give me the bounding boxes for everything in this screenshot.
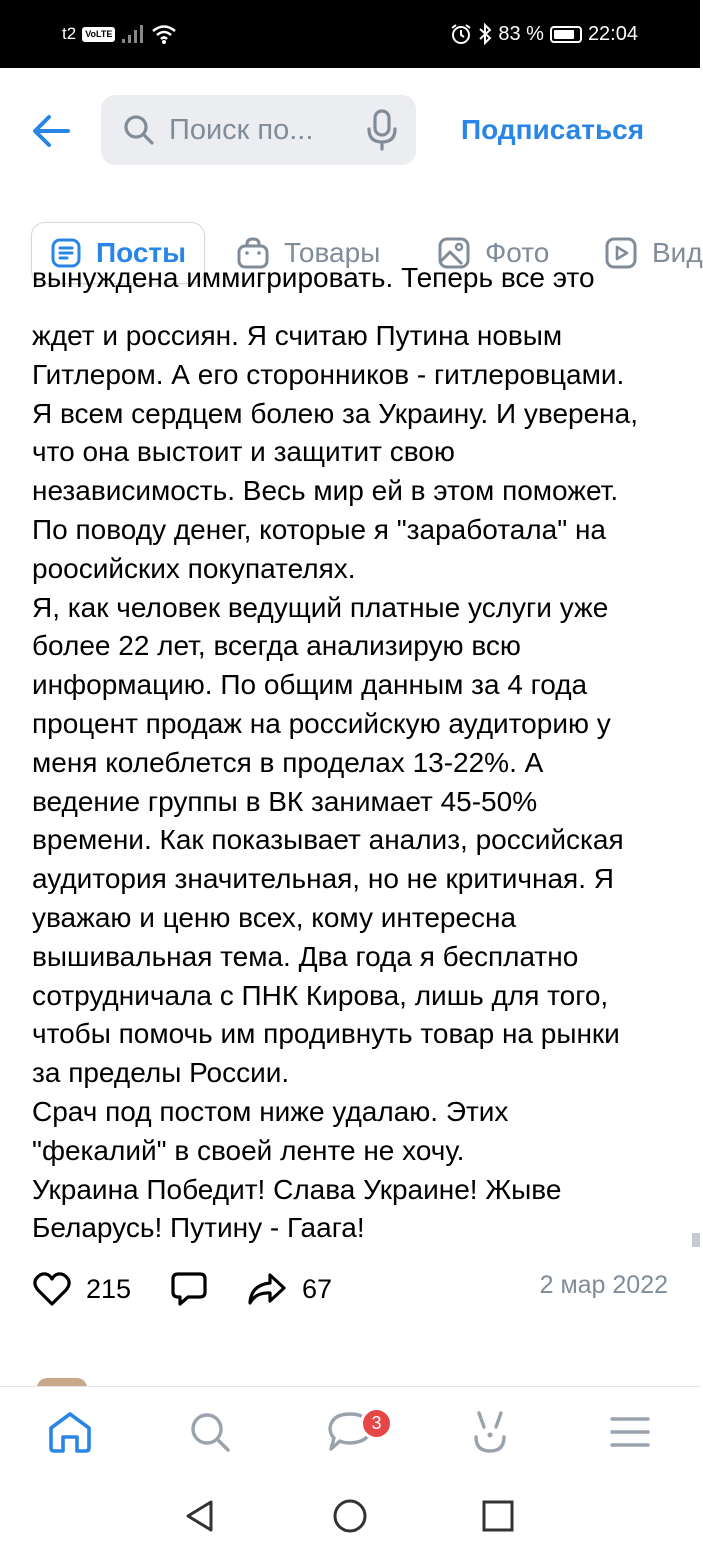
- system-home-button[interactable]: [330, 1496, 370, 1536]
- post-text: ждет и россиян. Я считаю Путина новым Гитлером. А его сторонников - гитлеровцами. Я всем сердцем болею за Украину. И уверена, что она выстоит и защитит свою независимость. Весь мир ей в этом поможет. По поводу денег, которые я "заработала" на роосийских покупателях. Я, как человек ведущий платные услуги уже более 22 лет, всегда анализирую всю информацию. По общим данным за 4 года процент продаж на российскую аудиторию у меня колеблется в проделах 13-22%. А ведение группы в ВК занимает 45-50% времени. Как показывает анализ, российская аудитория значительная, но не критичная. Я уважаю и ценю всех, кому интересна вышивальная тема. Два года я бесплатно сотрудничала с ПНК Кирова, лишь для того, чтобы помочь им продивнуть товар на рынки за пределы России. Срач под постом ниже удалаю. Этих "фекалий" в своей ленте не хочу. Украина Победит! Слава Украине! Жыве Беларусь! Путину - Гаага!: [32, 320, 638, 1244]
- services-icon: [470, 1409, 510, 1455]
- messages-badge: 3: [360, 1407, 393, 1440]
- comment-button[interactable]: [170, 1264, 208, 1314]
- share-count: 67: [302, 1273, 333, 1304]
- like-button[interactable]: [32, 1264, 131, 1314]
- tab-photos-label: Фото: [485, 237, 550, 268]
- scroll-indicator: [692, 1233, 700, 1247]
- system-navigation: [0, 1476, 700, 1556]
- status-right: [450, 20, 638, 48]
- arrow-left-icon: [31, 114, 71, 148]
- battery-percent: 83 %: [498, 22, 544, 45]
- subscribe-button[interactable]: Подписаться: [461, 114, 645, 145]
- like-count: 215: [86, 1273, 132, 1304]
- top-bar: [0, 68, 700, 194]
- status-left: [62, 22, 177, 46]
- system-recents-button[interactable]: [478, 1496, 518, 1536]
- search-icon: [188, 1410, 232, 1454]
- heart-icon: [32, 1271, 72, 1307]
- tab-posts-label: Посты: [96, 237, 187, 268]
- search-bar[interactable]: [101, 95, 416, 165]
- post-date[interactable]: 2 мар 2022: [539, 1271, 668, 1299]
- triangle-back-icon: [184, 1499, 216, 1533]
- microphone-icon[interactable]: [366, 109, 398, 151]
- nav-search[interactable]: [185, 1407, 235, 1457]
- carrier-label: t2: [62, 24, 77, 43]
- system-back-button[interactable]: [180, 1496, 220, 1536]
- menu-icon: [609, 1415, 651, 1449]
- search-icon: [123, 114, 155, 146]
- back-button[interactable]: [28, 108, 74, 154]
- post: [0, 262, 700, 1386]
- status-bar: [0, 0, 700, 68]
- search-input[interactable]: [169, 114, 354, 147]
- clock: 22:04: [587, 22, 638, 45]
- share-icon: [246, 1271, 288, 1307]
- circle-home-icon: [332, 1498, 368, 1534]
- battery-icon: [550, 26, 582, 43]
- share-button[interactable]: [246, 1264, 332, 1314]
- tab-videos-label: Вид: [652, 237, 703, 268]
- wifi-icon: [151, 23, 177, 45]
- nav-menu[interactable]: [605, 1407, 655, 1457]
- bluetooth-icon: [478, 23, 492, 45]
- square-recents-icon: [481, 1499, 515, 1533]
- comment-icon: [170, 1271, 208, 1307]
- signal-icon: [121, 24, 145, 44]
- tab-goods-label: Товары: [284, 237, 381, 268]
- alarm-icon: [450, 23, 472, 45]
- post-text-cut-line: [32, 262, 672, 298]
- nav-home[interactable]: [45, 1407, 95, 1457]
- home-icon: [46, 1410, 94, 1454]
- post-text-cut-line-text: вынуждена иммигрировать. Теперь все это: [32, 262, 595, 293]
- post-actions: [0, 1264, 700, 1314]
- nav-services[interactable]: [465, 1407, 515, 1457]
- volte-badge: VoLTE: [82, 27, 115, 42]
- bottom-tab-bar: [0, 1386, 700, 1476]
